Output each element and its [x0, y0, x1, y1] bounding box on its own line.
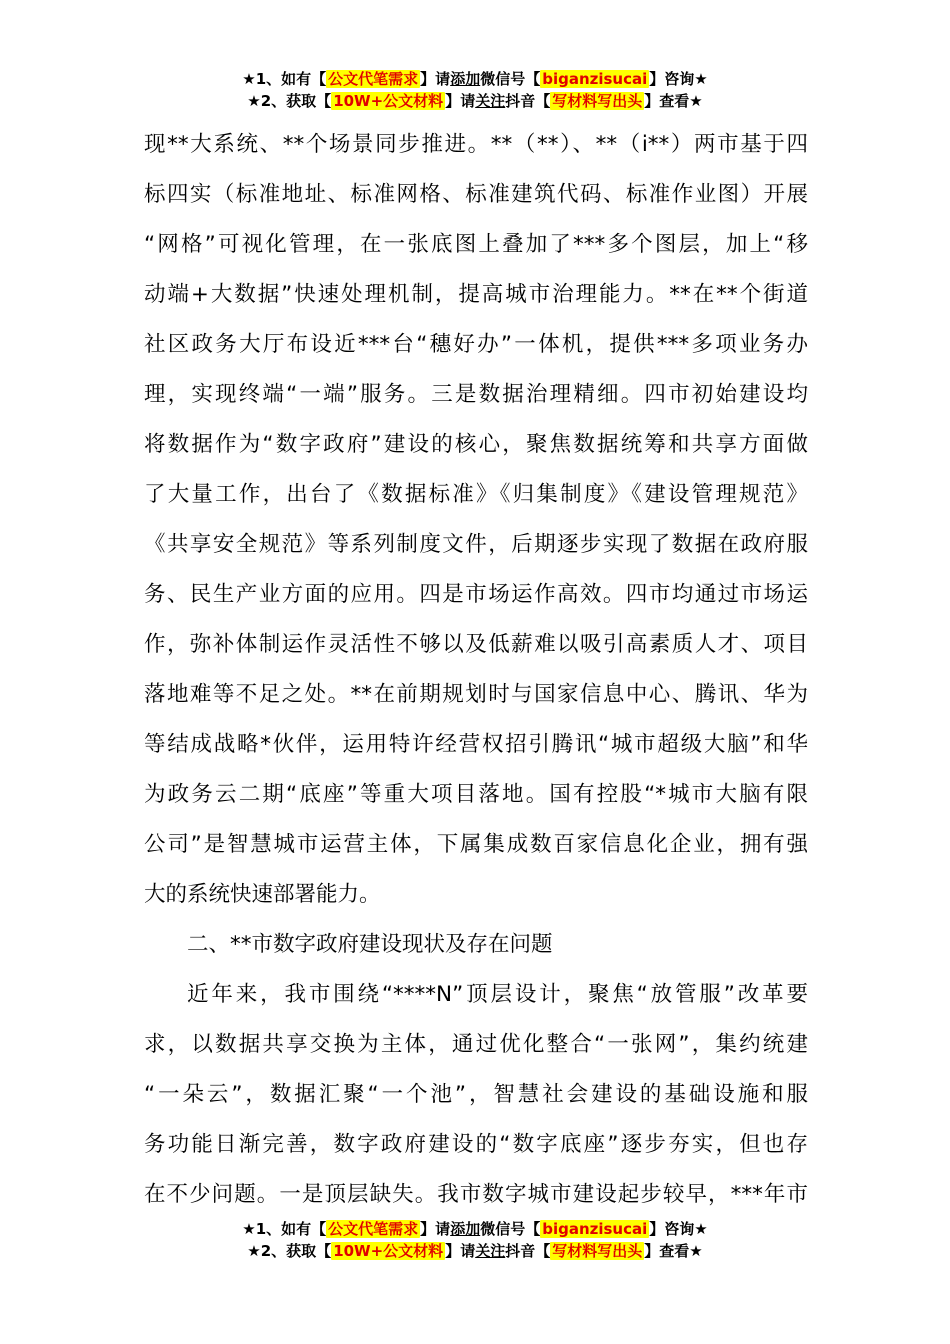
banner-line-1: ★1、如有【 公文代笔需求 】请添加微信号【 biganzisucai 】咨询★: [242, 70, 708, 88]
text-line: “网格”可视化管理，在一张底图上叠加了***多个图层，加上“移: [144, 232, 808, 257]
text-line: 近年来，我市围绕“****N”顶层设计，聚焦“放管服”改革要: [187, 982, 808, 1007]
text-line: 落地难等不足之处。**在前期规划时与国家信息中心、腾讯、华为: [144, 682, 808, 707]
text-line: 为政务云二期“底座”等重大项目落地。国有控股“*城市大脑有限: [144, 782, 808, 807]
header-banner: [0, 68, 950, 112]
document-body: [144, 120, 808, 1220]
section-heading: 二、**市数字政府建设现状及存在问题: [187, 932, 553, 957]
wechat-id: biganzisucai: [542, 70, 648, 88]
text-line: 理，实现终端“一端”服务。三是数据治理精细。四市初始建设均: [144, 382, 808, 407]
text-line: 作，弥补体制运作灵活性不够以及低薪难以吸引高素质人才、项目: [144, 632, 808, 657]
douyin-id: 写材料写出头: [552, 92, 643, 110]
text-line: 标四实（标准地址、标准网格、标准建筑代码、标准作业图）开展: [144, 182, 808, 207]
text-line: 求，以数据共享交换为主体，通过优化整合“一张网”，集约统建: [144, 1032, 808, 1057]
text-line: 公司”是智慧城市运营主体，下属集成数百家信息化企业，拥有强: [144, 832, 808, 857]
wechat-id: biganzisucai: [542, 1220, 648, 1238]
highlight-text: 公文代笔需求: [328, 70, 419, 88]
text-line: 现**大系统、**个场景同步推进。**（**）、**（i**）两市基于四: [144, 132, 808, 157]
text-line: 务功能日渐完善，数字政府建设的“数字底座”逐步夯实，但也存: [144, 1132, 808, 1157]
text-line: 动端+大数据”快速处理机制，提高城市治理能力。**在**个街道: [144, 282, 808, 307]
banner-line-2: ★2、获取【 10W+公文材料 】请关注抖音【 写材料写出头 】查看★: [247, 92, 703, 110]
text-line: 将数据作为“数字政府”建设的核心，聚焦数据统筹和共享方面做: [144, 432, 808, 457]
highlight-text: 10W+公文材料: [333, 1242, 444, 1260]
banner-line-2: ★2、获取【 10W+公文材料 】请关注抖音【 写材料写出头 】查看★: [247, 1242, 703, 1260]
banner-line-1: ★1、如有【 公文代笔需求 】请添加微信号【 biganzisucai 】咨询★: [242, 1220, 708, 1238]
text-line: 在不少问题。一是顶层缺失。我市数字城市建设起步较早，***年市: [144, 1182, 808, 1207]
douyin-id: 写材料写出头: [552, 1242, 643, 1260]
footer-banner: [0, 1218, 950, 1262]
text-line: “一朵云”，数据汇聚“一个池”，智慧社会建设的基础设施和服: [144, 1082, 808, 1107]
text-line: 大的系统快速部署能力。: [144, 882, 381, 907]
text-line: 务、民生产业方面的应用。四是市场运作高效。四市均通过市场运: [144, 582, 808, 607]
text-line: 了大量工作，出台了《数据标准》《归集制度》《建设管理规范》: [144, 482, 808, 507]
highlight-text: 10W+公文材料: [333, 92, 444, 110]
highlight-text: 公文代笔需求: [328, 1220, 419, 1238]
text-line: 《共享安全规范》等系列制度文件，后期逐步实现了数据在政府服: [144, 532, 808, 557]
text-line: 等结成战略*伙伴，运用特许经营权招引腾讯“城市超级大脑”和华: [144, 732, 808, 757]
text-line: 社区政务大厅布设近***台“穗好办”一体机，提供***多项业务办: [144, 332, 808, 357]
